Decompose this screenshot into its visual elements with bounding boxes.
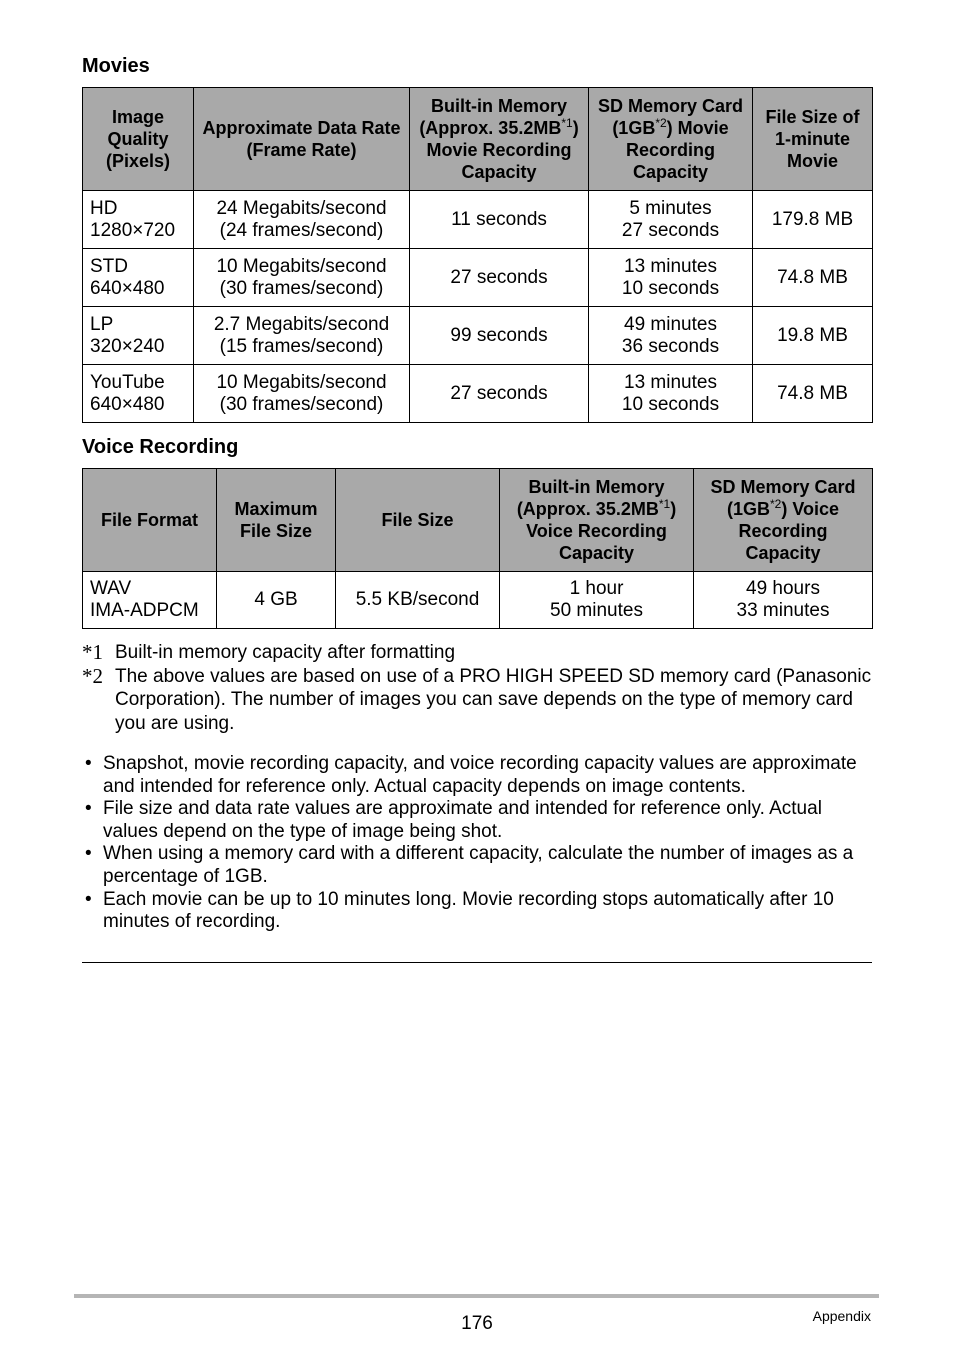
header-image-quality: Image Quality (Pixels)	[83, 88, 194, 191]
list-item: • When using a memory card with a different capacity, calculate the number of images as a percentage of 1GB.	[82, 843, 872, 888]
list-item: • Each movie can be up to 10 minutes long. Movie recording stops automatically after 10 minutes of recording.	[82, 889, 872, 934]
voice-header-row	[83, 469, 873, 572]
cell-size: 19.8 MB	[753, 307, 873, 365]
cell-size: 74.8 MB	[753, 365, 873, 423]
footnote-text: Built-in memory capacity after formatting	[115, 642, 456, 663]
cell-sd: 13 minutes 10 seconds	[589, 365, 753, 423]
cell-builtin: 1 hour 50 minutes	[500, 572, 694, 629]
header-file-format: File Format	[83, 469, 217, 572]
header-file-size: File Size	[336, 469, 500, 572]
table-row	[83, 307, 873, 365]
cell-size: 74.8 MB	[753, 249, 873, 307]
section-label: Appendix	[812, 1308, 871, 1324]
cell-quality: STD 640×480	[83, 249, 194, 307]
bullet-icon: •	[85, 888, 92, 910]
cell-quality: LP 320×240	[83, 307, 194, 365]
header-sd-card: SD Memory Card (1GB$^{*2}$) Movie Recording Capacity	[589, 88, 753, 191]
movies-header-row	[83, 88, 873, 191]
cell-sd: 49 hours 33 minutes	[694, 572, 873, 629]
cell-builtin: 27 seconds	[410, 365, 589, 423]
header-builtin-memory: Built-in Memory (Approx. 35.2MB$^{*1}$) Movie Recording Capacity	[410, 88, 589, 191]
header-sd-card: SD Memory Card (1GB$^{*2}$) Voice Recording Capacity	[694, 469, 873, 572]
table-row	[83, 572, 873, 629]
cell-rate: 2.7 Megabits/second (15 frames/second)	[194, 307, 410, 365]
cell-sd: 49 minutes 36 seconds	[589, 307, 753, 365]
footnote	[82, 641, 882, 665]
cell-sd: 5 minutes 27 seconds	[589, 191, 753, 249]
list-item: • File size and data rate values are approximate and intended for reference only. Actual values depend on the type of image being shot.	[82, 798, 872, 843]
section-divider	[82, 962, 872, 963]
voice-recording-title: Voice Recording	[82, 436, 239, 458]
cell-quality: YouTube 640×480	[83, 365, 194, 423]
footnote-mark: *1	[82, 640, 103, 664]
bullet-icon: •	[85, 843, 92, 865]
cell-size: 179.8 MB	[753, 191, 873, 249]
cell-builtin: 27 seconds	[410, 249, 589, 307]
header-file-size: File Size of 1-minute Movie	[753, 88, 873, 191]
page-number: 176	[461, 1313, 493, 1334]
notes-list	[82, 753, 872, 934]
list-item: • Snapshot, movie recording capacity, and voice recording capacity values are approximate and intended for reference only. Actual capacity depends on image contents.	[82, 753, 872, 798]
footnotes	[82, 641, 882, 735]
cell-rate: 10 Megabits/second (30 frames/second)	[194, 249, 410, 307]
cell-size: 5.5 KB/second	[336, 572, 500, 629]
header-data-rate: Approximate Data Rate (Frame Rate)	[194, 88, 410, 191]
cell-rate: 10 Megabits/second (30 frames/second)	[194, 365, 410, 423]
voice-table	[82, 468, 873, 629]
movies-title: Movies	[82, 55, 150, 77]
footnote-mark: *2	[82, 663, 103, 688]
header-builtin-memory: Built-in Memory (Approx. 35.2MB$^{*1}$) Voice Recording Capacity	[500, 469, 694, 572]
cell-builtin: 11 seconds	[410, 191, 589, 249]
footnote-text: The above values are based on use of a PRO HIGH SPEED SD memory card (Panasonic Corporation). The number of images you can save depends on the type of memory card you are using.	[115, 665, 872, 734]
cell-max: 4 GB	[217, 572, 336, 629]
cell-format: WAV IMA-ADPCM	[83, 572, 217, 629]
footer-bar	[74, 1294, 879, 1298]
table-row	[83, 249, 873, 307]
cell-sd: 13 minutes 10 seconds	[589, 249, 753, 307]
cell-rate: 24 Megabits/second (24 frames/second)	[194, 191, 410, 249]
cell-quality: HD 1280×720	[83, 191, 194, 249]
table-row	[83, 365, 873, 423]
header-max-file-size: Maximum File Size	[217, 469, 336, 572]
footnote	[82, 665, 882, 736]
table-row	[83, 191, 873, 249]
movies-table	[82, 87, 873, 423]
bullet-icon: •	[85, 753, 92, 774]
cell-builtin: 99 seconds	[410, 307, 589, 365]
bullet-icon: •	[85, 798, 92, 820]
